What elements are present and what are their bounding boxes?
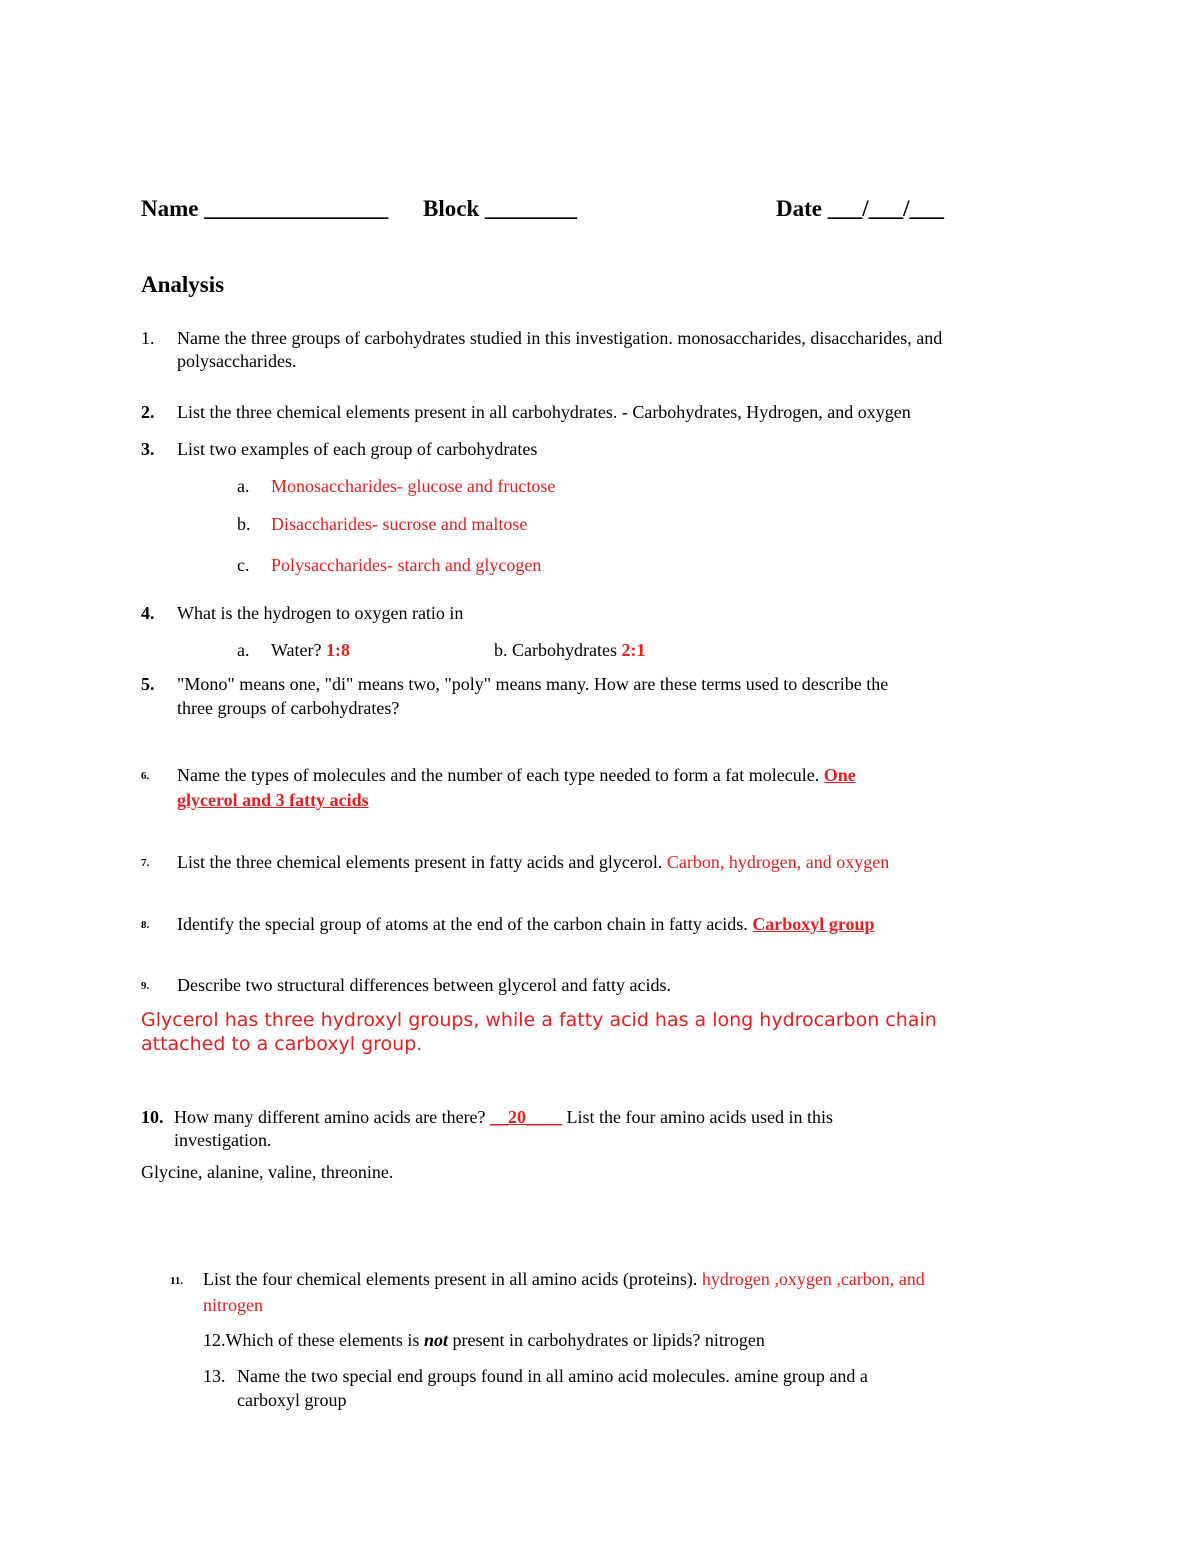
- q9-number: 9.: [141, 980, 150, 992]
- q6-line1: [177, 765, 856, 786]
- q10-number: 10.: [141, 1107, 164, 1127]
- q6-answer-part1: One: [823, 765, 856, 785]
- q3-number: 3.: [141, 439, 155, 459]
- q5-number: 5.: [141, 674, 155, 694]
- q2-text: List the three chemical elements present in all carbohydrates. - Carbohydrates, Hydrogen, and oxygen: [177, 402, 911, 422]
- q7-line: [177, 852, 889, 873]
- q13-line2: carboxyl group: [237, 1390, 347, 1410]
- q4-b-answer: 2:1: [621, 640, 646, 660]
- q10-line1: [174, 1107, 833, 1128]
- q3-item-b-label: b.: [237, 514, 251, 534]
- q8-line: [177, 914, 875, 935]
- q6-answer-part2: glycerol and 3 fatty acids: [177, 790, 369, 810]
- q12-emphasis: not: [423, 1330, 448, 1350]
- q8-number: 8.: [141, 919, 150, 931]
- q4-b: [494, 640, 645, 661]
- q6-text: Name the types of molecules and the number of each type needed to form a fat molecule.: [177, 765, 820, 785]
- q7-text: List the three chemical elements present in fatty acids and glycerol.: [177, 852, 663, 872]
- q12-line: [203, 1330, 765, 1351]
- q1-line1: Name the three groups of carbohydrates studied in this investigation. monosaccharides, disaccharides, and: [177, 328, 943, 348]
- q11-number: 11.: [170, 1275, 184, 1287]
- q10-text1: How many different amino acids are there?: [174, 1107, 486, 1127]
- q4-a-label: a.: [237, 640, 250, 660]
- q4-number: 4.: [141, 603, 155, 623]
- q10-text2: List the four amino acids used in this: [566, 1107, 834, 1127]
- q8-text: Identify the special group of atoms at the end of the carbon chain in fatty acids.: [177, 914, 748, 934]
- q5-line1: "Mono" means one, "di" means two, "poly" means many. How are these terms used to describe the: [177, 674, 889, 694]
- q4-a: [271, 640, 350, 661]
- section-title: Analysis: [141, 272, 225, 297]
- block-field: [423, 196, 577, 222]
- q12-pre: 12.Which of these elements is: [203, 1330, 420, 1350]
- q10-response: Glycine, alanine, valine, threonine.: [141, 1162, 394, 1182]
- q13-line1: Name the two special end groups found in all amino acid molecules. amine group and a: [237, 1366, 868, 1386]
- q3-text: List two examples of each group of carbohydrates: [177, 439, 538, 459]
- q4-text: What is the hydrogen to oxygen ratio in: [177, 603, 464, 623]
- q10-answer: __20____: [490, 1107, 563, 1127]
- date-label: Date: [776, 196, 822, 221]
- q11-line1: [203, 1269, 925, 1290]
- date-blank: ___/___/___: [827, 196, 945, 221]
- date-field: [776, 196, 944, 222]
- q2-number: 2.: [141, 402, 155, 422]
- q11-answer-part2: nitrogen: [203, 1295, 263, 1315]
- q3-item-c-answer: Polysaccharides- starch and glycogen: [271, 555, 542, 575]
- q4-a-answer: 1:8: [326, 640, 351, 660]
- q1-line2: polysaccharides.: [177, 351, 297, 371]
- q1-number: 1.: [141, 328, 155, 348]
- q8-answer: Carboxyl group: [752, 914, 875, 934]
- q4-a-text: Water?: [271, 640, 322, 660]
- name-blank: ________________: [204, 196, 389, 221]
- q9-text: Describe two structural differences between glycerol and fatty acids.: [177, 975, 671, 995]
- q11-answer-part1: hydrogen ,oxygen ,carbon, and: [701, 1269, 925, 1289]
- q11-text: List the four chemical elements present in all amino acids (proteins).: [203, 1269, 698, 1289]
- q9-answer-line1: Glycerol has three hydroxyl groups, while a fatty acid has a long hydrocarbon chain: [141, 1009, 937, 1031]
- q12-post: present in carbohydrates or lipids? nitrogen: [452, 1330, 765, 1350]
- q10-line2: investigation.: [174, 1130, 272, 1150]
- q3-item-b-answer: Disaccharides- sucrose and maltose: [271, 514, 528, 534]
- name-label: Name: [141, 196, 199, 221]
- name-field: [141, 196, 388, 222]
- q13-number: 13.: [203, 1366, 226, 1386]
- q3-item-a-answer: Monosaccharides- glucose and fructose: [271, 476, 556, 496]
- q7-answer: Carbon, hydrogen, and oxygen: [666, 852, 890, 872]
- q3-item-c-label: c.: [237, 555, 250, 575]
- q7-number: 7.: [141, 857, 150, 869]
- block-blank: ________: [484, 196, 577, 221]
- q9-answer-line2: attached to a carboxyl group.: [141, 1033, 423, 1055]
- q5-line2: three groups of carbohydrates?: [177, 698, 400, 718]
- q4-b-text: b. Carbohydrates: [494, 640, 617, 660]
- q6-number: 6.: [141, 770, 150, 782]
- block-label: Block: [423, 196, 480, 221]
- q3-item-a-label: a.: [237, 476, 250, 496]
